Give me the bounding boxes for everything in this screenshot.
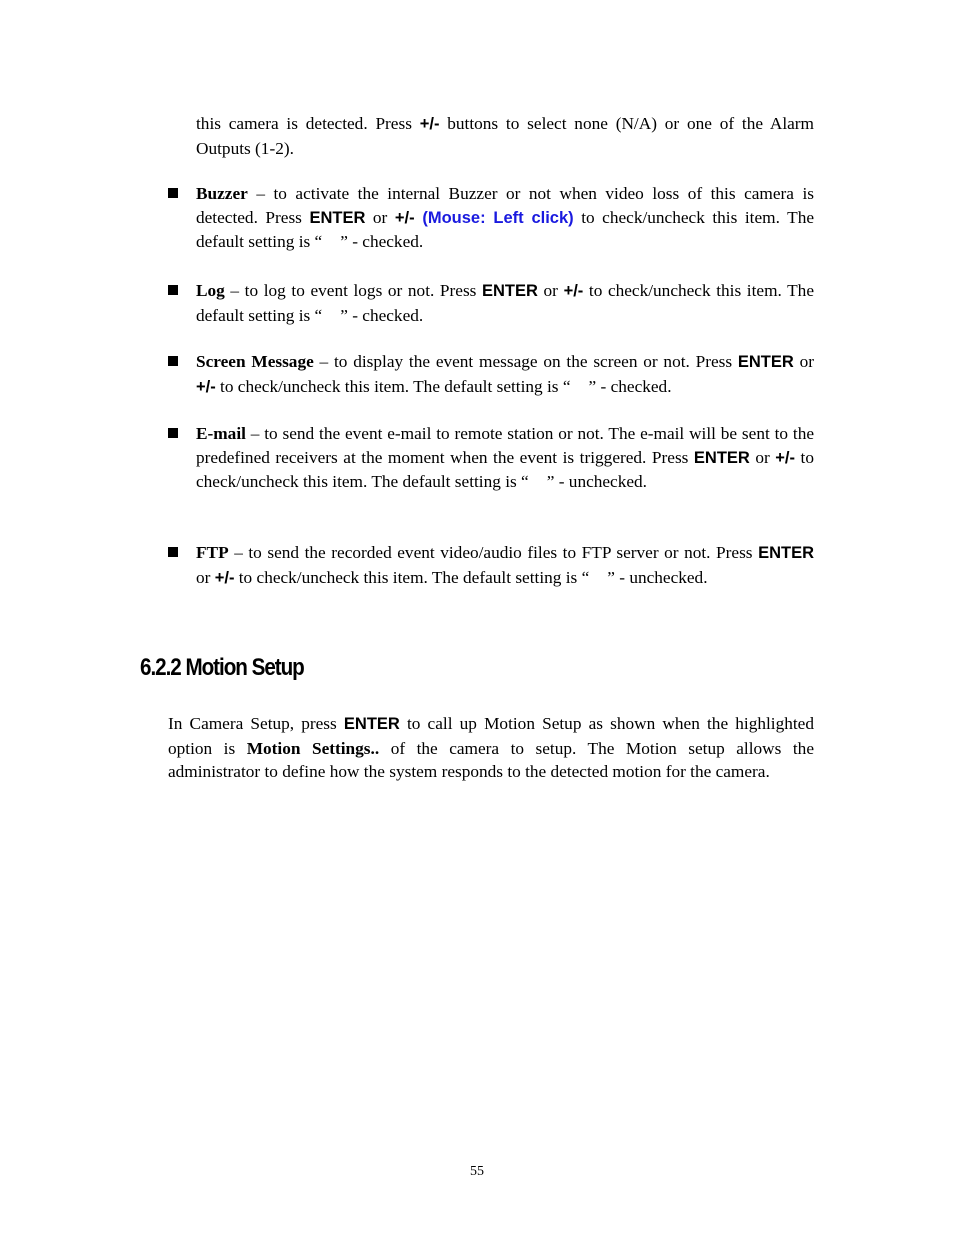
key-plusminus: +/-	[419, 115, 440, 133]
key-enter: ENTER	[758, 544, 814, 562]
section-heading: 6.2.2 Motion Setup	[140, 654, 304, 681]
motion-settings-option: Motion Settings..	[246, 738, 380, 758]
mouse-hint: (Mouse: Left click)	[414, 208, 574, 227]
key-plusminus: +/-	[196, 377, 216, 396]
bullet-icon	[168, 285, 178, 295]
bullet-icon	[168, 356, 178, 366]
page-number: 55	[470, 1164, 484, 1179]
screen-message-item: Screen Message – to display the event message on the screen or not. Press ENTER or +/- to check/uncheck this item. The default setting is “ ” - checked.	[196, 352, 814, 396]
key-enter: ENTER	[343, 715, 400, 733]
key-plusminus: +/-	[563, 282, 584, 300]
section-paragraph: In Camera Setup, press ENTER to call up Motion Setup as shown when the highlighted option is Motion Settings.. of the camera to setup. The Motion setup allows the administrator to define how the system responds to the detected motion for the camera.	[168, 714, 814, 782]
screen-message-term: Screen Message	[196, 352, 314, 371]
key-plusminus: +/-	[394, 208, 415, 227]
bullet-icon	[168, 547, 178, 557]
key-enter: ENTER	[309, 208, 366, 227]
email-item: E-mail – to send the event e-mail to remote station or not. The e-mail will be sent to the predefined receivers at the moment when the event is triggered. Press ENTER or +/- to check/uncheck this item. The default setting is “ ” - unchecked.	[196, 424, 814, 492]
key-enter: ENTER	[737, 353, 794, 371]
key-plusminus: +/-	[214, 568, 235, 587]
ftp-term: FTP	[196, 543, 229, 562]
key-enter: ENTER	[693, 448, 750, 467]
key-enter: ENTER	[482, 282, 538, 300]
log-term: Log	[196, 281, 225, 300]
ftp-item: FTP – to send the recorded event video/audio files to FTP server or not. Press ENTER or +/- to check/uncheck this item. The default setting is “ ” - unchecked.	[196, 543, 814, 587]
key-plusminus: +/-	[775, 448, 796, 467]
intro-paragraph: this camera is detected. Press +/- buttons to select none (N/A) or one of the Alarm Outputs (1-2).	[196, 114, 814, 158]
bullet-icon	[168, 428, 178, 438]
buzzer-item: Buzzer – to activate the internal Buzzer or not when video loss of this camera is detected. Press ENTER or +/- (Mouse: Left click) to check/uncheck this item. The default setting is “ ” - checked.	[196, 184, 814, 252]
buzzer-term: Buzzer	[196, 184, 248, 203]
log-item: Log – to log to event logs or not. Press ENTER or +/- to check/uncheck this item. The default setting is “ ” - checked.	[196, 281, 814, 325]
email-term: E-mail	[196, 424, 246, 443]
bullet-icon	[168, 188, 178, 198]
